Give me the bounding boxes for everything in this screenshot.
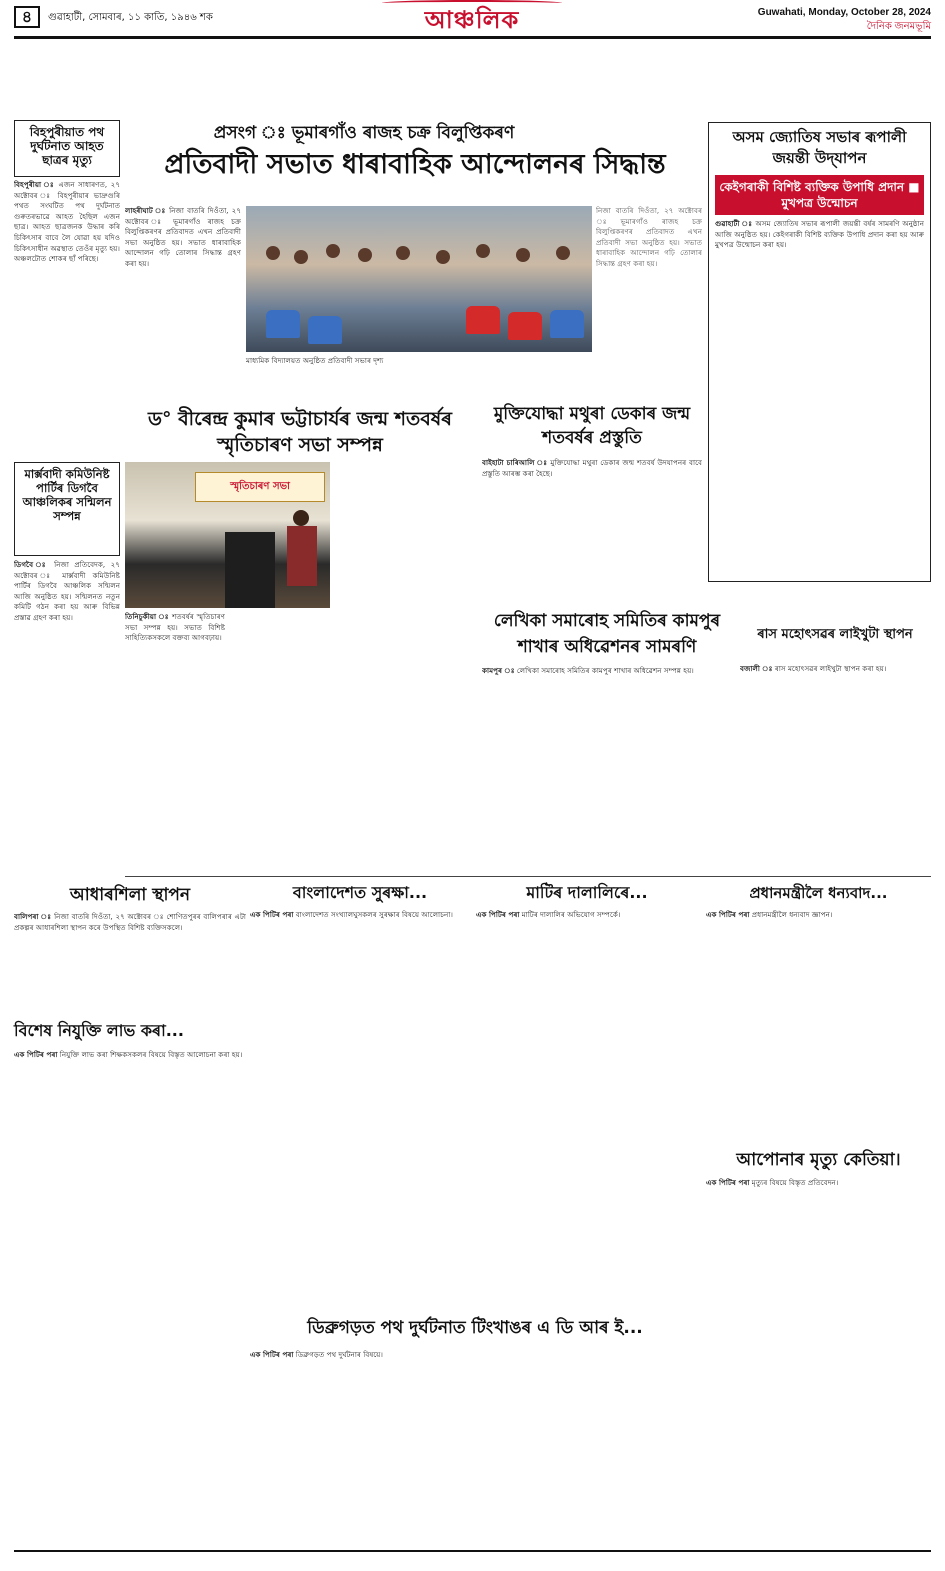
story-s5-kicker: প্ৰসংগ ঃ ভূমাৰগাঁও ৰাজহ চক্ৰ বিলুপ্তিকৰণ (213, 123, 515, 143)
paper-name: দৈনিক জনমভূমি (866, 21, 931, 32)
story-s2-text: নিজা প্ৰতিবেদক, ২৭ অক্টোবৰ ঃ মাৰ্ক্সবাদী কমিউনিষ্ট পাৰ্টিৰ ডিগবৈ আঞ্চলিক সন্মিলন আজি অনুষ্ঠিত হয়। সন্মিলনত নতুন কমিটি গঠন কৰা হয় আৰু বিভিন্ন প্ৰস্তাৱ গ্ৰহণ কৰা হয়। (14, 560, 120, 622)
story-s7-text: মুক্তিযোদ্ধা মথুৰা ডেকাৰ জন্ম শতবৰ্ষ উদযাপনৰ বাবে প্ৰস্তুতি আৰম্ভ কৰা হৈছে। (482, 458, 702, 478)
protest-meeting-photo (246, 206, 592, 352)
story-s2-box (14, 462, 120, 556)
story-s5-text-cont: নিজা বাতৰি দিওঁতা, ২৭ অক্টোবৰ ঃ ভূমাৰগাঁও ৰাজহ চক্ৰ বিলুপ্তিকৰণৰ প্ৰতিবাদত এখন প্ৰতিবাদী সভা অনুষ্ঠিত হয়। সভাত ধাৰাবাহিক আন্দোলন গঢ়ি তোলাৰ সিদ্ধান্ত গ্ৰহণ কৰা হয়। (596, 206, 702, 268)
story-s13-text: প্ৰধানমন্ত্ৰীলৈ ধন্যবাদ জ্ঞাপন। (751, 910, 833, 919)
footer-rule (14, 1550, 931, 1552)
story-s15-text: ডিব্ৰুগড়ত পথ দুৰ্ঘটনাৰ বিষয়ে। (295, 1350, 383, 1359)
story-s6-body (125, 612, 225, 874)
story-s12-text: মাটিৰ দালালিৰ অভিযোগ সম্পৰ্কে। (521, 910, 621, 919)
story-s3-body (14, 912, 246, 1012)
story-s10-body (740, 664, 930, 874)
page-number: ৪ (14, 6, 40, 28)
story-s3-text: নিজা বাতৰি দিওঁতা, ২৭ অক্টোবৰ ঃ শোণিতপুৰৰ বালিপৰাৰ এটা প্ৰকল্পৰ আধাৰশিলা স্থাপন কৰে উপস্থিত বিশিষ্ট ব্যক্তিসকলে। (14, 912, 246, 932)
story-s1-body (14, 180, 120, 460)
story-s8-dateline: কামপুৰ ঃ (482, 666, 515, 675)
memorial-meeting-photo (125, 462, 330, 608)
podium (225, 532, 275, 608)
story-s13-headline: প্ৰধানমন্ত্ৰীলৈ ধন্যবাদ... (749, 884, 888, 902)
story-s14-body (706, 1178, 931, 1546)
story-s10-headline: ৰাস মহোৎসৱৰ লাইখুটা স্থাপন (757, 627, 913, 642)
story-s14-text: মৃত্যুৰ বিষয়ে বিস্তৃত প্ৰতিবেদন। (751, 1178, 839, 1187)
story-s6-body-col2 (230, 612, 330, 874)
story-s4-headline: বিশেষ নিযুক্তি লাভ কৰা... (14, 1021, 184, 1040)
story-s12-body (476, 910, 698, 1302)
story-s5-body (125, 206, 241, 396)
story-s11-body (250, 910, 472, 1302)
story-s1-text: এজন সাধাৰণত, ২৭ অক্টোবৰ ঃ বিহপুৰীয়াৰ ভাদ্ৰুগুৰি পথত সংঘটিত পথ দুৰ্ঘটনাত গুৰুতৰভাৱে আহত হৈছিল এজন ছাত্ৰ। আহত ছাত্ৰজনক উদ্ধাৰ কৰি চিকিৎসাৰ বাবে লৈ যোৱা হয় যদিও চিকিৎসাধীন অৱস্থাত তেওঁৰ মৃত্যু হয়। অঞ্চলটোত শোকৰ ছাঁ পৰিছে। (14, 180, 120, 264)
header-right (758, 6, 931, 34)
story-s3-headline: আধাৰশিলা স্থাপন (69, 885, 191, 905)
story-s6-dateline: তিনিচুকীয়া ঃ (125, 612, 170, 621)
story-s10-dateline: বজালী ঃ (740, 664, 773, 673)
story-s7-body (482, 458, 702, 604)
date-english: Guwahati, Monday, October 28, 2024 (757, 7, 931, 18)
story-s15-dateline: এক পিটিৰ পৰা (250, 1350, 294, 1359)
story-s9-subhead: কেইগৰাকী বিশিষ্ট ব্যক্তিক উপাধি প্ৰদান ■ মুখপত্ৰ উন্মোচন (715, 175, 924, 215)
story-s6-body-col3 (335, 462, 475, 874)
story-s11-dateline: এক পিটিৰ পৰা (250, 910, 294, 919)
photo-banner: স্মৃতিচাৰণ সভা (195, 472, 325, 502)
story-s4-dateline: এক পিটিৰ পৰা (14, 1050, 58, 1059)
story-s7-dateline: বাইহাটা চাৰিআলি ঃ (482, 458, 548, 467)
story-s4-body (14, 1050, 246, 1546)
story-s3-dateline: বালিপৰা ঃ (14, 912, 52, 921)
story-s7-headline: মুক্তিযোদ্ধা মথুৰা ডেকাৰ জন্ম শতবৰ্ষৰ প্ৰস্তুতি (493, 404, 691, 448)
header-rule (14, 36, 931, 39)
section-divider (125, 876, 931, 877)
story-s14-headline: আপোনাৰ মৃত্যু কেতিয়া। (736, 1150, 901, 1170)
story-s15-headline: ডিব্ৰুগড়ত পথ দুৰ্ঘটনাত টিংখাঙৰ এ ডি আৰ ই... (307, 1318, 643, 1338)
story-s9-dateline: গুৱাহাটী ঃ (715, 219, 753, 228)
story-s1-box (14, 120, 120, 177)
story-s4-text: নিযুক্তি লাভ কৰা শিক্ষকসকলৰ বিষয়ে বিস্তৃত আলোচনা কৰা হয়। (59, 1050, 243, 1059)
story-s12-dateline: এক পিটিৰ পৰা (476, 910, 520, 919)
story-s2-dateline: ডিগবৈ ঃ (14, 560, 49, 569)
story-s6-text: শতবৰ্ষৰ স্মৃতিচাৰণ সভা সম্পন্ন হয়। সভাত বিশিষ্ট সাহিত্যিকসকলে বক্তব্য আগবঢ়ায়। (125, 612, 225, 643)
story-s5-headline: প্ৰতিবাদী সভাত ধাৰাবাহিক আন্দোলনৰ সিদ্ধান্ত (164, 149, 666, 180)
story-s5-dateline: লাহৰীঘাট ঃ (125, 206, 167, 215)
story-s10-text: ৰাস মহোৎসৱৰ লাইখুটা স্থাপন কৰা হয়। (774, 664, 887, 673)
story-s9-body (715, 219, 924, 569)
story-s12-headline: মাটিৰ দালালিৰে... (526, 883, 648, 902)
story-s1-dateline: বিহপুৰীয়া ঃ (14, 180, 55, 189)
story-s15-body (250, 1350, 700, 1546)
story-s11-text: বাংলাদেশত সংখ্যালঘুসকলৰ সুৰক্ষাৰ বিষয়ে আলোচনা। (295, 910, 453, 919)
story-s13-dateline: এক পিটিৰ পৰা (706, 910, 750, 919)
story-s2-headline: মাৰ্ক্সবাদী কমিউনিষ্ট পাৰ্টিৰ ডিগবৈ আঞ্চলিকৰ সন্মিলন সম্পন্ন (22, 467, 112, 523)
story-s9-box (708, 122, 931, 582)
story-s2-body (14, 560, 120, 880)
story-s6-headline: ড° বীৰেন্দ্ৰ কুমাৰ ভট্টাচাৰ্যৰ জন্ম শতবৰ্ষৰ স্মৃতিচাৰণ সভা সম্পন্ন (147, 408, 452, 456)
date-assamese: গুৱাহাটী, সোমবাৰ, ১১ কাতি, ১৯৪৬ শক (48, 12, 213, 23)
story-s5-text: নিজা বাতৰি দিওঁতা, ২৭ অক্টোবৰ ঃ ভূমাৰগাঁও ৰাজহ চক্ৰ বিলুপ্তিকৰণৰ প্ৰতিবাদত এখন প্ৰতিবাদী সভা অনুষ্ঠিত হয়। সভাত ধাৰাবাহিক আন্দোলন গঢ়ি তোলাৰ সিদ্ধান্ত গ্ৰহণ কৰা হয়। (125, 206, 241, 268)
story-s9-text: অসম জ্যোতিষ সভাৰ ৰূপালী জয়ন্তী বৰ্ষৰ সামৰণি অনুষ্ঠান আজি অনুষ্ঠিত হয়। কেইগৰাকী বিশিষ্ট ব্যক্তিক উপাধি প্ৰদান কৰা হয় আৰু মুখপত্ৰ উন্মোচন কৰা হয়। (715, 219, 924, 250)
story-s11-headline: বাংলাদেশত সুৰক্ষা... (292, 883, 428, 902)
story-s5-photo-caption: মাধ্যমিক বিদ্যালয়ত অনুষ্ঠিত প্ৰতিবাদী সভাৰ দৃশ্য (246, 356, 384, 365)
section-title: আঞ্চলিক (372, 2, 572, 34)
story-s5-body-cont (596, 206, 702, 396)
story-s8-text: লেখিকা সমাৰোহ সমিতিৰ কামপুৰ শাখাৰ অধিৱেশন সম্পন্ন হয়। (516, 666, 694, 675)
story-s14-dateline: এক পিটিৰ পৰা (706, 1178, 750, 1187)
story-s8-body (482, 666, 732, 874)
story-s8-headline: লেখিকা সমাৰোহ সমিতিৰ কামপুৰ শাখাৰ অধিৱেশনৰ সামৰণি (493, 611, 721, 657)
story-s1-headline: বিহপুৰীয়াত পথ দুৰ্ঘটনাত আহত ছাত্ৰৰ মৃত্যু (29, 125, 105, 167)
story-s13-body (706, 910, 931, 1142)
story-s9-headline: অসম জ্যোতিষ সভাৰ ৰূপালী জয়ন্তী উদ্‌যাপন (732, 128, 907, 167)
